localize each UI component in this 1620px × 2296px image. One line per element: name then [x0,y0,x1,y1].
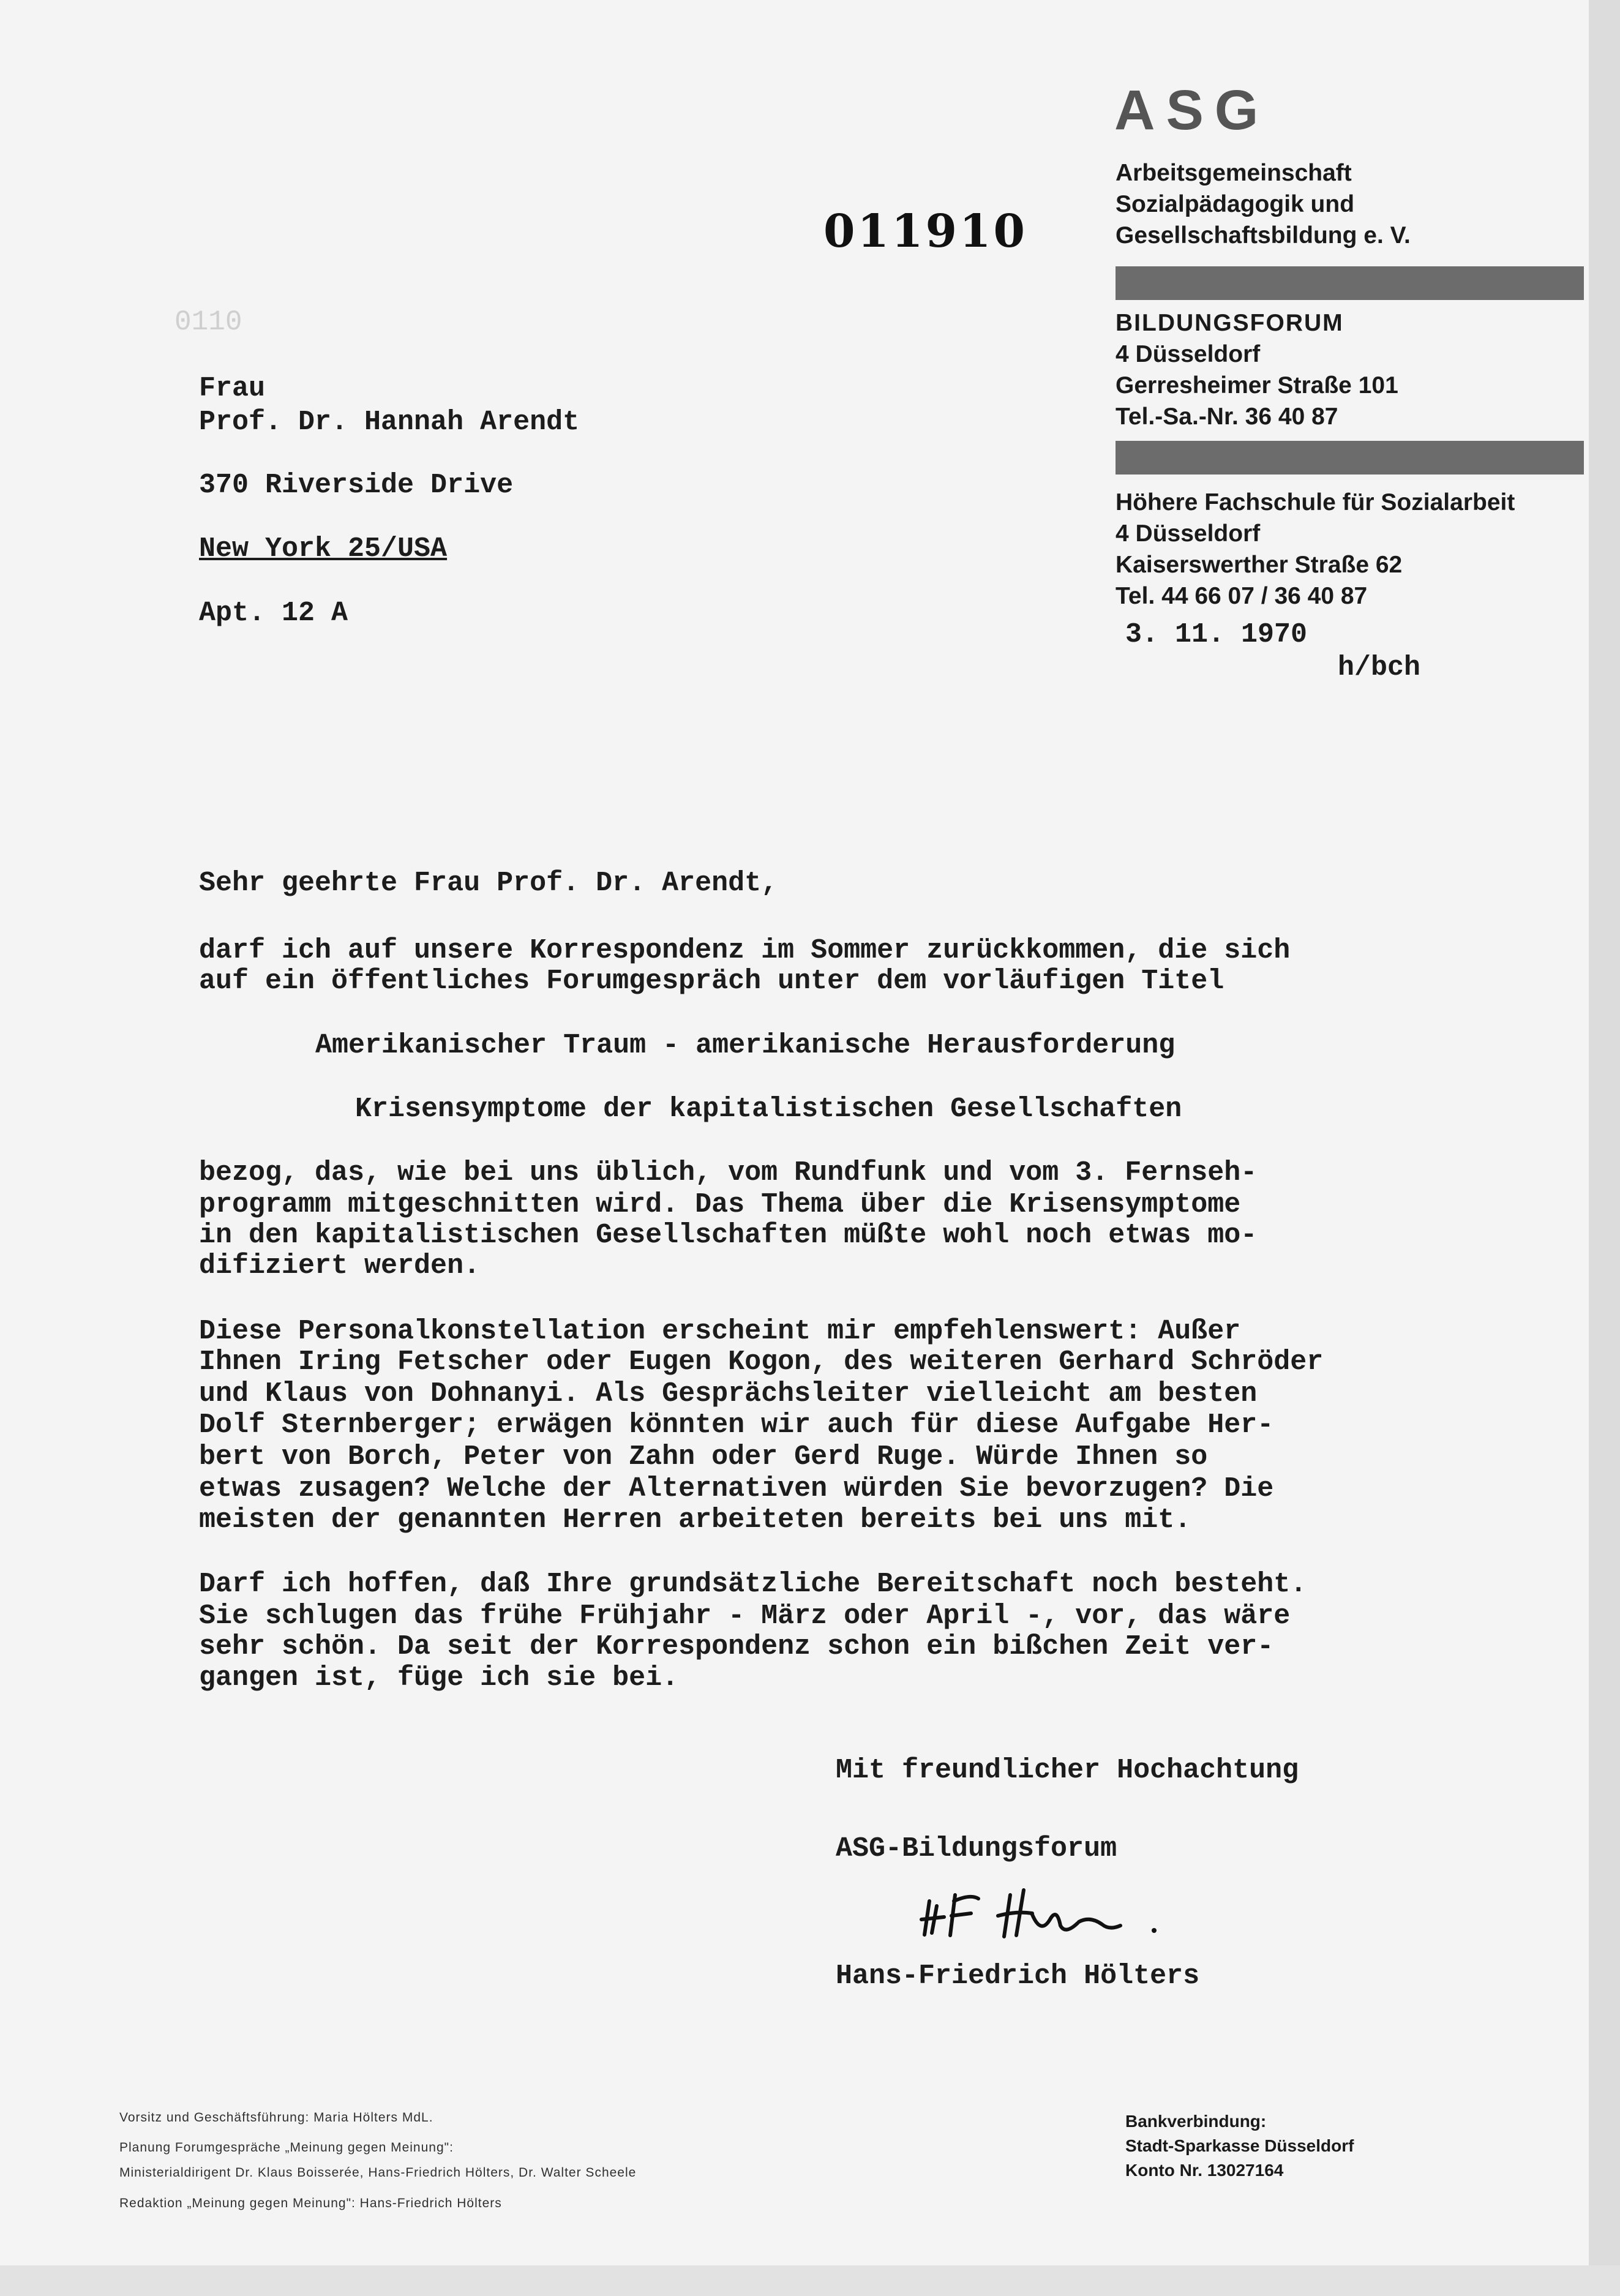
sender-organization: ASG-Bildungsforum [836,1833,1117,1864]
forum-street: Gerresheimer Straße 101 [1116,372,1398,399]
footer-planning-2: Ministerialdirigent Dr. Klaus Boisserée, Hans-Friedrich Hölters, Dr. Walter Scheele [119,2166,637,2180]
footer-bank-name: Stadt-Sparkasse Düsseldorf [1125,2136,1354,2155]
reference-initials: h/bch [1338,652,1421,683]
school-city: 4 Düsseldorf [1116,520,1261,547]
footer-editorial: Redaktion „Meinung gegen Meinung": Hans-Friedrich Hölters [119,2196,502,2210]
page-edge-bottom [0,2265,1620,2296]
footer-planning-1: Planung Forumgespräche „Meinung gegen Meinung": [119,2140,454,2155]
paragraph3-line: etwas zusagen? Welche der Alternativen würden Sie bevorzugen? Die [199,1473,1274,1504]
paragraph3-line: meisten der genannten Herren arbeiteten bereits bei uns mit. [199,1504,1191,1536]
letterhead-divider-2 [1116,441,1584,475]
signer-name: Hans-Friedrich Hölters [836,1960,1200,1992]
letter-date: 3. 11. 1970 [1125,619,1308,650]
forum-city: 4 Düsseldorf [1116,341,1261,367]
school-street: Kaiserswerther Straße 62 [1116,552,1403,578]
paragraph4-line: Sie schlugen das frühe Frühjahr - März oder April -, vor, das wäre [199,1600,1291,1632]
closing: Mit freundlicher Hochachtung [836,1755,1299,1786]
school-phone: Tel. 44 66 07 / 36 40 87 [1116,583,1368,609]
paragraph3-line: und Klaus von Dohnanyi. Als Gesprächsleiter vielleicht am besten [199,1378,1258,1409]
page-edge-right [1589,0,1620,2296]
footer-bank-heading: Bankverbindung: [1125,2112,1267,2131]
title-line-2: Krisensymptome der kapitalistischen Gesellschaften [355,1094,1182,1125]
footer-chair: Vorsitz und Geschäftsführung: Maria Hölters MdL. [119,2110,433,2125]
paragraph4-line: sehr schön. Da seit der Korrespondenz schon ein bißchen Zeit ver- [199,1631,1274,1662]
paragraph1-line: auf ein öffentliches Forumgespräch unter dem vorläufigen Titel [199,966,1224,997]
footer-bank-account: Konto Nr. 13027164 [1125,2161,1284,2180]
signature [918,1877,1176,1944]
title-line-1: Amerikanischer Traum - amerikanische Herausforderung [315,1030,1176,1061]
paragraph2-line: in den kapitalistischen Gesellschaften müßte wohl noch etwas mo- [199,1220,1258,1251]
paragraph1-line: darf ich auf unsere Korrespondenz im Sommer zurückkommen, die sich [199,935,1291,966]
recipient-apartment: Apt. 12 A [199,598,348,629]
greeting: Sehr geehrte Frau Prof. Dr. Arendt, [199,868,778,899]
paragraph2-line: programm mitgeschnitten wird. Das Thema über die Krisensymptome [199,1189,1241,1220]
paragraph2-line: bezog, das, wie bei uns üblich, vom Rundfunk und vom 3. Fernseh- [199,1157,1258,1188]
document-number-stamp: 011910 [823,205,1027,258]
recipient-city: New York 25/USA [199,533,448,565]
forum-phone: Tel.-Sa.-Nr. 36 40 87 [1116,403,1338,430]
paragraph3-line: Dolf Sternberger; erwägen könnten wir auch für diese Aufgabe Her- [199,1409,1274,1441]
paragraph3-line: Diese Personalkonstellation erscheint mir empfehlenswert: Außer [199,1316,1241,1347]
recipient-street: 370 Riverside Drive [199,470,514,501]
letterhead-divider-1 [1116,266,1584,300]
recipient-name: Prof. Dr. Hannah Arendt [199,407,580,438]
forum-heading: BILDUNGSFORUM [1116,310,1344,336]
paragraph4-line: Darf ich hoffen, daß Ihre grundsätzliche Bereitschaft noch besteht. [199,1569,1307,1600]
paragraph4-line: gangen ist, füge ich sie bei. [199,1662,679,1694]
asg-logo: ASG [1114,79,1270,141]
org-name-line-3: Gesellschaftsbildung e. V. [1116,222,1411,249]
org-name-line-1: Arbeitsgemeinschaft [1116,160,1352,186]
paragraph2-line: difiziert werden. [199,1250,481,1281]
org-name-line-2: Sozialpädagogik und [1116,191,1355,217]
paragraph3-line: bert von Borch, Peter von Zahn oder Gerd Ruge. Würde Ihnen so [199,1441,1208,1473]
paragraph3-line: Ihnen Iring Fetscher oder Eugen Kogon, des weiteren Gerhard Schröder [199,1346,1324,1378]
school-name: Höhere Fachschule für Sozialarbeit [1116,489,1515,516]
faint-stamp: 0110 [174,306,242,338]
recipient-salutation: Frau [199,373,266,404]
